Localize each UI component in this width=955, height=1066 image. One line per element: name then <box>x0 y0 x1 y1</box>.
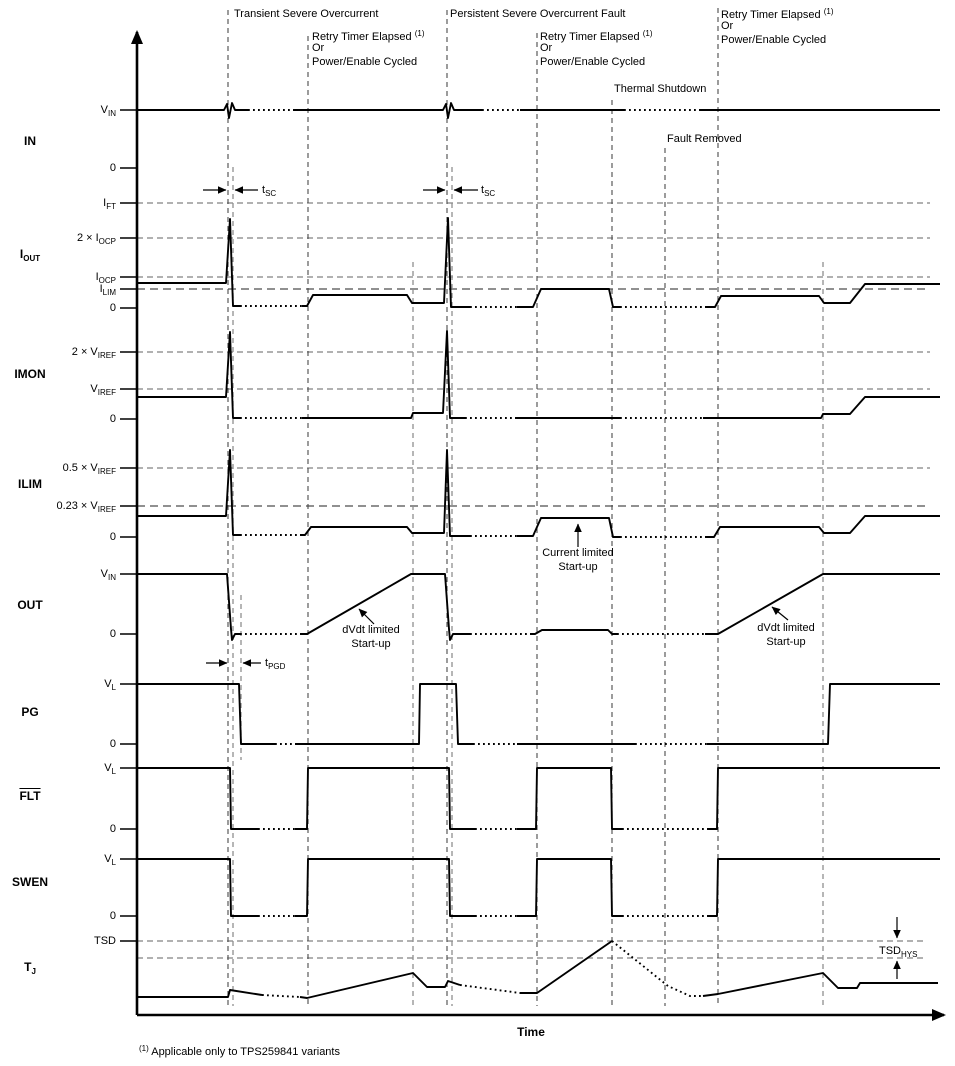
imon-waveform <box>137 332 240 418</box>
level-label-05viref: $0.5 \times V_{IREF}$ <box>62 462 116 476</box>
level-label-ift: $I_{FT}$ <box>103 197 116 211</box>
event-label-fault-removed: Fault Removed <box>667 133 742 145</box>
level-label-vin-in: $V_{IN}$ <box>100 104 116 118</box>
swen-waveform <box>137 859 258 916</box>
tj-waveform <box>460 985 520 993</box>
annotation-tpgd: $t_{PGD}$ <box>265 657 286 671</box>
row-label-imon: IMON <box>14 367 46 381</box>
tj-waveform <box>137 990 262 997</box>
iout-waveform <box>137 219 240 306</box>
dvdt1-arrow <box>359 609 374 624</box>
event-label-thermal-shutdown: Thermal Shutdown <box>614 83 707 95</box>
level-label-ilim: $I_{LIM}$ <box>99 283 116 297</box>
pg-waveform <box>137 684 275 744</box>
event-label-retry1-line3: Power/Enable Cycled <box>312 56 418 68</box>
level-label-viref: $V_{IREF}$ <box>90 383 116 397</box>
annotation-dvdt2-line1: dVdt limited <box>757 622 815 634</box>
level-label-iocp: $I_{OCP}$ <box>95 271 116 285</box>
level-label-vl-pg: $V_L$ <box>104 678 116 692</box>
imon-waveform <box>703 397 940 418</box>
row-label-pg: PG <box>21 705 39 719</box>
row-label-swen: SWEN <box>12 875 48 889</box>
level-label-vin-out: $V_{IN}$ <box>100 568 116 582</box>
in-waveform <box>137 103 248 118</box>
level-label-zero-ilim: 0 <box>109 531 116 543</box>
event-label-retry2-line3: Power/Enable Cycled <box>540 56 646 68</box>
level-label-zero-flt: 0 <box>109 823 116 835</box>
swen-waveform <box>517 859 622 916</box>
level-label-vl-swen: $V_L$ <box>104 853 116 867</box>
tj-waveform <box>520 941 612 993</box>
tj-waveform <box>262 995 300 997</box>
row-label-flt: $\overline{FLT}$ <box>19 789 41 803</box>
iout-waveform <box>517 289 620 307</box>
event-label-retry2-line2: Or <box>540 42 553 54</box>
annotation-dvdt1-line1: dVdt limited <box>342 624 400 636</box>
level-label-2viref: $2 \times V_{IREF}$ <box>71 346 116 360</box>
annotation-dvdt2-line2: Start-up <box>766 636 806 648</box>
level-label-zero-in: 0 <box>109 162 116 174</box>
dvdt2-arrow <box>772 607 788 620</box>
in-waveform <box>293 103 482 118</box>
out-waveform <box>530 630 617 634</box>
event-label-retry2-line1: Retry Timer Elapsed $^{(1)}$ <box>540 29 653 43</box>
level-label-023viref: $0.23 \times V_{IREF}$ <box>56 500 116 514</box>
event-label-retry3-line2: Or <box>721 20 734 32</box>
event-label-retry3-line3: Power/Enable Cycled <box>721 34 827 46</box>
flt-waveform <box>517 768 622 829</box>
event-label-retry1-line1: Retry Timer Elapsed $^{(1)}$ <box>312 29 425 43</box>
event-label-retry3-line1: Retry Timer Elapsed $^{(1)}$ <box>721 7 834 21</box>
pg-waveform <box>295 684 473 744</box>
annotation-current-limited-line2: Start-up <box>558 561 598 573</box>
level-label-zero-swen: 0 <box>109 910 116 922</box>
ilim-waveform <box>517 518 620 537</box>
row-label-iout: $I_{OUT}$ <box>19 247 41 263</box>
tj-waveform <box>612 941 703 996</box>
annotation-dvdt1-line2: Start-up <box>351 638 391 650</box>
level-label-zero-imon: 0 <box>109 413 116 425</box>
level-label-zero-pg: 0 <box>109 738 116 750</box>
event-label-transient-overcurrent: Transient Severe Overcurrent <box>234 8 379 20</box>
annotation-tsc-1: $t_{SC}$ <box>262 184 277 198</box>
axis-label-time: Time <box>517 1025 545 1039</box>
out-waveform <box>300 574 470 640</box>
row-label-in: IN <box>24 134 36 148</box>
level-label-zero-iout: 0 <box>109 302 116 314</box>
out-waveform <box>137 574 240 640</box>
ilim-waveform <box>300 450 470 536</box>
annotation-tsc-2: $t_{SC}$ <box>481 184 496 198</box>
swen-waveform <box>295 859 475 916</box>
flt-waveform <box>295 768 475 829</box>
level-label-tsd: TSD <box>94 935 116 947</box>
iout-waveform <box>302 218 470 307</box>
annotation-current-limited-line1: Current limited <box>542 547 614 559</box>
tj-waveform <box>300 973 460 998</box>
level-label-zero-out: 0 <box>109 628 116 640</box>
event-label-persistent-fault: Persistent Severe Overcurrent Fault <box>450 8 626 20</box>
tj-waveform <box>703 973 938 996</box>
row-label-tj: $T_J$ <box>24 960 36 976</box>
imon-waveform <box>302 331 465 418</box>
row-label-out: OUT <box>17 598 43 612</box>
flt-waveform <box>137 768 258 829</box>
event-label-retry1-line2: Or <box>312 42 325 54</box>
ilim-waveform <box>137 450 240 535</box>
footnote: $^{(1)}$ Applicable only to TPS259841 variants <box>139 1044 340 1058</box>
level-label-2iocp: $2 \times I_{OCP}$ <box>76 232 116 246</box>
row-label-ilim: ILIM <box>18 477 42 491</box>
level-label-vl-flt: $V_L$ <box>104 762 116 776</box>
iout-waveform <box>705 284 940 307</box>
annotation-tsdhys: $TSD_{HYS}$ <box>879 945 918 959</box>
